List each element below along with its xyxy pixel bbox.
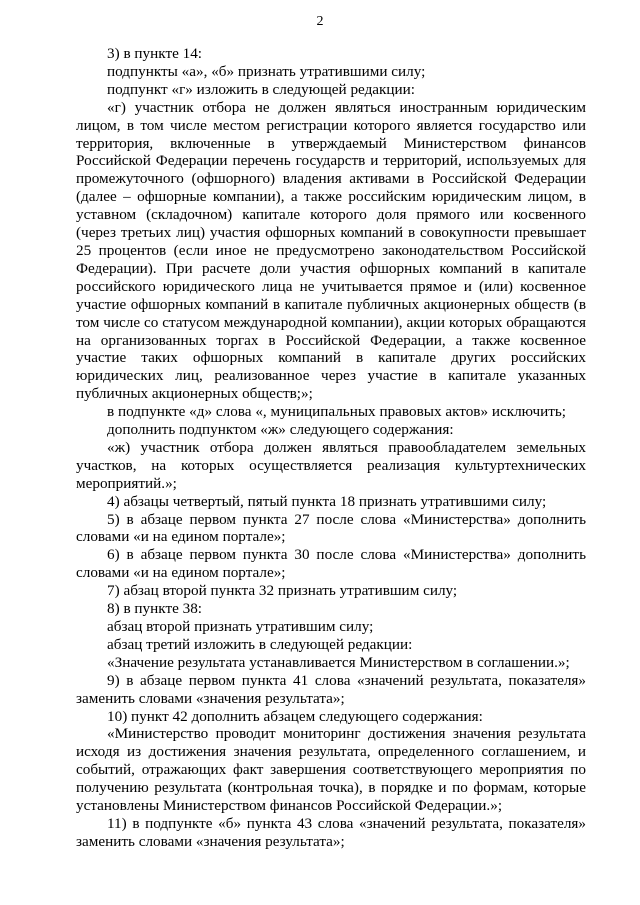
paragraph: «ж) участник отбора должен являться правообладателем земельных участков, на которых осуществляется реализация культуртехнических мероприятий.»;: [76, 438, 586, 492]
paragraph: 4) абзацы четвертый, пятый пункта 18 признать утратившими силу;: [107, 492, 547, 510]
paragraph: абзац второй признать утратившим силу;: [107, 618, 374, 635]
paragraph: 8) в пункте 38:: [107, 600, 203, 618]
paragraph: дополнить подпунктом «ж» следующего содержания:: [107, 421, 454, 439]
paragraph: 7) абзац второй пункта 32 признать утратившим силу;: [107, 582, 458, 600]
paragraph: «г) участник отбора не должен являться иностранным юридическим лицом, в том числе местом регистрации которого является государство или территория, включенные в утверждаемый Министерством финансов Российской Федерации перечень государств и территорий, используемых для промежуточного (офшорного) владения активами в Российской Федерации (далее – офшорные компании), а также российским юридическим лицом, в уставном (складочном) капитале которого доля прямого или косвенного (через третьих лиц) участия офшорных компаний в совокупности превышает 25 процентов (если иное не предусмотрено законодательством Российской Федерации). При расчете доли участия офшорных компаний в капитале российского юридического лица не учитывается прямое и (или) косвенное участие офшорных компаний в капитале публичных акционерных обществ (в том числе со статусом международной компании), акции которых обращаются на организованных торгах в Российской Федерации, а также косвенное участие таких офшорных компаний в капитале других российских юридических лиц, реализованное через участие в капитале указанных публичных акционерных обществ;»;: [76, 98, 586, 403]
page-number: 2: [316, 14, 324, 29]
paragraph: подпункт «г» изложить в следующей редакции:: [107, 80, 416, 98]
paragraph: «Министерство проводит мониторинг достижения значения результата исходя из достижения значения результата, определенного соглашением, и событий, отражающих факт завершения соответствующего мероприятия по получению результата (контрольная точка), в порядке и по формам, которые установлены Министерством финансов Российской Федерации.»;: [76, 725, 586, 815]
paragraph: 3) в пункте 14:: [107, 45, 203, 62]
paragraph: 6) в абзаце первом пункта 30 после слова «Министерства» дополнить словами «и на едином портале»;: [76, 546, 586, 582]
paragraph: подпункты «а», «б» признать утратившими силу;: [107, 62, 426, 80]
paragraph: 9) в абзаце первом пункта 41 слова «значений результата, показателя» заменить словами «значения результата»;: [76, 671, 586, 707]
paragraph: «Значение результата устанавливается Министерством в соглашении.»;: [107, 653, 570, 671]
paragraph: в подпункте «д» слова «, муниципальных правовых актов» исключить;: [107, 403, 566, 421]
paragraph: 10) пункт 42 дополнить абзацем следующего содержания:: [107, 707, 483, 725]
document-body: [76, 45, 586, 851]
paragraph: 5) в абзаце первом пункта 27 после слова «Министерства» дополнить словами «и на едином портале»;: [76, 510, 586, 546]
paragraph: 11) в подпункте «б» пункта 43 слова «значений результата, показателя» заменить словами «значения результата»;: [76, 814, 586, 850]
paragraph: абзац третий изложить в следующей редакции:: [107, 635, 413, 653]
